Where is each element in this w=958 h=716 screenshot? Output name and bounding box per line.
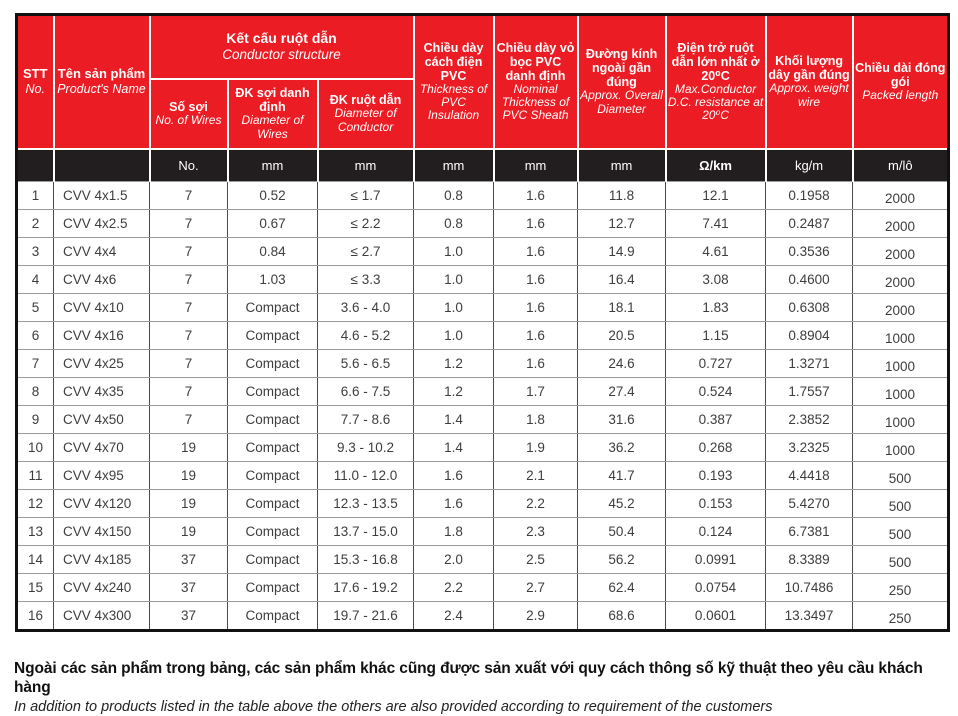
cell-no-of-wires: 7 — [150, 405, 228, 433]
header-conductor-structure — [150, 15, 414, 79]
cell-overall-diameter: 11.8 — [578, 181, 666, 209]
cell-pvc-insulation-thickness: 1.0 — [414, 265, 494, 293]
cell-approx-weight: 1.7557 — [766, 377, 853, 405]
cell-stt: 3 — [17, 237, 54, 265]
header-label-vi: Số sợi — [169, 99, 208, 114]
cell-pvc-insulation-thickness: 1.0 — [414, 293, 494, 321]
footer-note — [14, 659, 954, 716]
cell-product-name: CVV 4x25 — [54, 349, 150, 377]
cell-overall-diameter: 41.7 — [578, 461, 666, 489]
header-label-vi: Chiều dài đóng gói — [855, 61, 946, 90]
cell-packed-length: 1000 — [853, 349, 949, 377]
cell-product-name: CVV 4x6 — [54, 265, 150, 293]
header-pvc-sheath — [494, 15, 578, 149]
cell-approx-weight: 2.3852 — [766, 405, 853, 433]
cell-max-dc-resistance: 0.0754 — [666, 573, 766, 601]
cell-pvc-insulation-thickness: 1.6 — [414, 461, 494, 489]
table-row — [17, 265, 949, 293]
cell-overall-diameter: 36.2 — [578, 433, 666, 461]
cell-product-name: CVV 4x16 — [54, 321, 150, 349]
cell-approx-weight: 8.3389 — [766, 545, 853, 573]
header-label-vi: Chiều dày vỏ bọc PVC danh định — [496, 40, 575, 83]
cell-max-dc-resistance: 1.83 — [666, 293, 766, 321]
cell-overall-diameter: 27.4 — [578, 377, 666, 405]
table-body — [17, 181, 949, 630]
cell-product-name: CVV 4x120 — [54, 489, 150, 517]
cell-stt: 15 — [17, 573, 54, 601]
unit-cell: mm — [228, 149, 318, 182]
cell-pvc-insulation-thickness: 1.4 — [414, 405, 494, 433]
header-label-vi: Đường kính ngoài gần đúng — [585, 47, 658, 90]
cell-approx-weight: 4.4418 — [766, 461, 853, 489]
header-stt — [17, 15, 54, 149]
cell-overall-diameter: 24.6 — [578, 349, 666, 377]
cell-diameter-of-wires: Compact — [228, 433, 318, 461]
cell-product-name: CVV 4x150 — [54, 517, 150, 545]
cell-product-name: CVV 4x185 — [54, 545, 150, 573]
header-packed-length — [853, 15, 949, 149]
cell-diameter-of-conductor: 6.6 - 7.5 — [318, 377, 414, 405]
table-row — [17, 181, 949, 209]
unit-cell: mm — [494, 149, 578, 182]
cell-approx-weight: 0.2487 — [766, 209, 853, 237]
header-label-en: No. — [25, 82, 45, 97]
cell-diameter-of-conductor: 19.7 - 21.6 — [318, 601, 414, 630]
cell-no-of-wires: 37 — [150, 601, 228, 630]
cell-packed-length: 250 — [853, 601, 949, 630]
header-label-en: Nominal Thickness of PVC Sheath — [501, 81, 570, 123]
cell-approx-weight: 1.3271 — [766, 349, 853, 377]
header-label-vi: Kết cấu ruột dẫn — [226, 30, 337, 47]
cell-max-dc-resistance: 0.153 — [666, 489, 766, 517]
cell-pvc-sheath-thickness: 1.9 — [494, 433, 578, 461]
cell-pvc-sheath-thickness: 2.7 — [494, 573, 578, 601]
cell-overall-diameter: 16.4 — [578, 265, 666, 293]
cell-packed-length: 500 — [853, 461, 949, 489]
cell-pvc-sheath-thickness: 2.9 — [494, 601, 578, 630]
cell-product-name: CVV 4x1.5 — [54, 181, 150, 209]
header-pvc-insulation — [414, 15, 494, 149]
cell-max-dc-resistance: 0.268 — [666, 433, 766, 461]
cell-diameter-of-wires: Compact — [228, 489, 318, 517]
unit-cell: mm — [318, 149, 414, 182]
cell-no-of-wires: 7 — [150, 265, 228, 293]
cell-pvc-sheath-thickness: 2.2 — [494, 489, 578, 517]
cell-stt: 13 — [17, 517, 54, 545]
header-label-en: Conductor structure — [222, 47, 341, 63]
cell-overall-diameter: 31.6 — [578, 405, 666, 433]
cell-product-name: CVV 4x70 — [54, 433, 150, 461]
cell-diameter-of-wires: 0.67 — [228, 209, 318, 237]
cell-diameter-of-conductor: ≤ 2.2 — [318, 209, 414, 237]
cell-approx-weight: 13.3497 — [766, 601, 853, 630]
header-label-vi: ĐK sợi danh định — [235, 86, 310, 115]
cell-max-dc-resistance: 0.0601 — [666, 601, 766, 630]
cell-max-dc-resistance: 7.41 — [666, 209, 766, 237]
cell-overall-diameter: 20.5 — [578, 321, 666, 349]
header-label-en: Packed length — [862, 88, 939, 103]
table-row — [17, 517, 949, 545]
cell-diameter-of-wires: Compact — [228, 377, 318, 405]
cell-no-of-wires: 7 — [150, 181, 228, 209]
cell-max-dc-resistance: 0.0991 — [666, 545, 766, 573]
cell-product-name: CVV 4x10 — [54, 293, 150, 321]
header-label-en: Max.Conductor D.C. resistance at 20⁰C — [667, 81, 764, 123]
cell-overall-diameter: 14.9 — [578, 237, 666, 265]
cell-approx-weight: 0.8904 — [766, 321, 853, 349]
cell-pvc-sheath-thickness: 1.6 — [494, 293, 578, 321]
cell-stt: 6 — [17, 321, 54, 349]
table-row — [17, 601, 949, 630]
cell-max-dc-resistance: 0.727 — [666, 349, 766, 377]
cell-pvc-sheath-thickness: 1.6 — [494, 237, 578, 265]
cell-overall-diameter: 45.2 — [578, 489, 666, 517]
cell-max-dc-resistance: 12.1 — [666, 181, 766, 209]
cell-diameter-of-conductor: 15.3 - 16.8 — [318, 545, 414, 573]
table-row — [17, 461, 949, 489]
header-label-vi: Điện trở ruột dẫn lớn nhất ở 20⁰C — [671, 40, 760, 83]
table-header — [17, 15, 949, 182]
header-label-en: Thickness of PVC Insulation — [419, 81, 488, 123]
cell-diameter-of-conductor: ≤ 2.7 — [318, 237, 414, 265]
cell-stt: 16 — [17, 601, 54, 630]
cell-no-of-wires: 7 — [150, 293, 228, 321]
cell-diameter-of-conductor: 9.3 - 10.2 — [318, 433, 414, 461]
cell-product-name: CVV 4x35 — [54, 377, 150, 405]
cell-pvc-sheath-thickness: 1.8 — [494, 405, 578, 433]
cell-no-of-wires: 19 — [150, 489, 228, 517]
cell-approx-weight: 0.4600 — [766, 265, 853, 293]
cell-overall-diameter: 56.2 — [578, 545, 666, 573]
cell-diameter-of-wires: 0.52 — [228, 181, 318, 209]
cell-stt: 12 — [17, 489, 54, 517]
cell-diameter-of-conductor: ≤ 1.7 — [318, 181, 414, 209]
cell-max-dc-resistance: 0.124 — [666, 517, 766, 545]
cell-no-of-wires: 19 — [150, 461, 228, 489]
cell-pvc-insulation-thickness: 1.0 — [414, 321, 494, 349]
header-no-of-wires — [150, 79, 228, 149]
cell-diameter-of-wires: Compact — [228, 405, 318, 433]
cell-no-of-wires: 7 — [150, 349, 228, 377]
header-label-en: No. of Wires — [155, 112, 222, 127]
cell-stt: 10 — [17, 433, 54, 461]
header-label-en: Diameter of Conductor — [334, 106, 397, 134]
table-row — [17, 405, 949, 433]
cell-packed-length: 1000 — [853, 321, 949, 349]
cell-product-name: CVV 4x50 — [54, 405, 150, 433]
header-label-vi: ĐK ruột dẫn — [329, 93, 402, 108]
cell-packed-length: 1000 — [853, 433, 949, 461]
cell-diameter-of-conductor: 3.6 - 4.0 — [318, 293, 414, 321]
cell-approx-weight: 5.4270 — [766, 489, 853, 517]
cell-pvc-sheath-thickness: 1.6 — [494, 321, 578, 349]
cell-pvc-sheath-thickness: 1.6 — [494, 181, 578, 209]
cell-pvc-sheath-thickness: 2.5 — [494, 545, 578, 573]
cell-diameter-of-wires: Compact — [228, 461, 318, 489]
cell-packed-length: 2000 — [853, 181, 949, 209]
cell-pvc-sheath-thickness: 2.3 — [494, 517, 578, 545]
table-row — [17, 349, 949, 377]
cell-approx-weight: 3.2325 — [766, 433, 853, 461]
unit-cell: mm — [414, 149, 494, 182]
cell-diameter-of-wires: Compact — [228, 349, 318, 377]
cell-packed-length: 2000 — [853, 265, 949, 293]
cell-overall-diameter: 12.7 — [578, 209, 666, 237]
table-row — [17, 237, 949, 265]
cell-stt: 14 — [17, 545, 54, 573]
cell-stt: 9 — [17, 405, 54, 433]
cell-no-of-wires: 7 — [150, 321, 228, 349]
cell-stt: 8 — [17, 377, 54, 405]
header-label-vi: Chiều dày cách điện PVC — [423, 40, 484, 83]
cell-no-of-wires: 7 — [150, 209, 228, 237]
cell-stt: 1 — [17, 181, 54, 209]
cell-diameter-of-conductor: 5.6 - 6.5 — [318, 349, 414, 377]
cell-packed-length: 1000 — [853, 405, 949, 433]
header-label-en: Diameter of Wires — [241, 113, 304, 141]
cell-pvc-insulation-thickness: 1.4 — [414, 433, 494, 461]
cell-diameter-of-wires: 1.03 — [228, 265, 318, 293]
header-product-name — [54, 15, 150, 149]
table-row — [17, 545, 949, 573]
cell-diameter-of-wires: Compact — [228, 517, 318, 545]
cell-stt: 11 — [17, 461, 54, 489]
header-dc-resistance — [666, 15, 766, 149]
unit-cell — [54, 149, 150, 182]
cell-approx-weight: 6.7381 — [766, 517, 853, 545]
header-label-en: Product's Name — [57, 82, 146, 97]
cell-packed-length: 500 — [853, 545, 949, 573]
header-overall-diameter — [578, 15, 666, 149]
cell-max-dc-resistance: 4.61 — [666, 237, 766, 265]
header-label-vi: Khối lượng dây gần đúng — [768, 54, 850, 83]
cell-pvc-sheath-thickness: 1.6 — [494, 209, 578, 237]
header-diameter-of-conductor — [318, 79, 414, 149]
unit-cell: No. — [150, 149, 228, 182]
cell-no-of-wires: 37 — [150, 545, 228, 573]
cell-packed-length: 2000 — [853, 209, 949, 237]
cell-diameter-of-wires: Compact — [228, 545, 318, 573]
spec-table — [15, 13, 950, 632]
cell-approx-weight: 0.3536 — [766, 237, 853, 265]
table-row — [17, 489, 949, 517]
cell-diameter-of-wires: Compact — [228, 321, 318, 349]
cell-diameter-of-conductor: ≤ 3.3 — [318, 265, 414, 293]
cell-pvc-insulation-thickness: 2.0 — [414, 545, 494, 573]
cell-max-dc-resistance: 0.524 — [666, 377, 766, 405]
table-row — [17, 293, 949, 321]
cell-no-of-wires: 37 — [150, 573, 228, 601]
cell-packed-length: 2000 — [853, 293, 949, 321]
cell-pvc-insulation-thickness: 0.8 — [414, 181, 494, 209]
header-label-vi: STT — [22, 66, 48, 82]
footer-note-en: In addition to products listed in the table above the others are also provided according to requirement of the customers — [14, 698, 773, 715]
cell-overall-diameter: 62.4 — [578, 573, 666, 601]
cell-packed-length: 500 — [853, 489, 949, 517]
cell-overall-diameter: 68.6 — [578, 601, 666, 630]
cell-pvc-sheath-thickness: 1.6 — [494, 265, 578, 293]
cell-diameter-of-conductor: 4.6 - 5.2 — [318, 321, 414, 349]
cell-no-of-wires: 19 — [150, 433, 228, 461]
cell-pvc-insulation-thickness: 2.4 — [414, 601, 494, 630]
cell-diameter-of-wires: Compact — [228, 573, 318, 601]
table-row — [17, 377, 949, 405]
header-diameter-of-wires — [228, 79, 318, 149]
table-row — [17, 433, 949, 461]
cell-pvc-insulation-thickness: 1.0 — [414, 237, 494, 265]
cell-pvc-insulation-thickness: 0.8 — [414, 209, 494, 237]
cell-diameter-of-conductor: 13.7 - 15.0 — [318, 517, 414, 545]
cell-no-of-wires: 7 — [150, 377, 228, 405]
unit-cell: m/lô — [853, 149, 949, 182]
table-row — [17, 209, 949, 237]
cell-max-dc-resistance: 0.387 — [666, 405, 766, 433]
cell-packed-length: 2000 — [853, 237, 949, 265]
cell-approx-weight: 0.1958 — [766, 181, 853, 209]
cell-product-name: CVV 4x2.5 — [54, 209, 150, 237]
cell-pvc-sheath-thickness: 1.6 — [494, 349, 578, 377]
cell-diameter-of-conductor: 17.6 - 19.2 — [318, 573, 414, 601]
cell-stt: 7 — [17, 349, 54, 377]
cell-pvc-insulation-thickness: 2.2 — [414, 573, 494, 601]
header-label-vi: Tên sản phẩm — [57, 66, 146, 82]
cell-no-of-wires: 19 — [150, 517, 228, 545]
cell-diameter-of-conductor: 11.0 - 12.0 — [318, 461, 414, 489]
cell-diameter-of-wires: 0.84 — [228, 237, 318, 265]
cell-product-name: CVV 4x95 — [54, 461, 150, 489]
cell-overall-diameter: 50.4 — [578, 517, 666, 545]
unit-cell: mm — [578, 149, 666, 182]
cell-diameter-of-wires: Compact — [228, 293, 318, 321]
cell-pvc-insulation-thickness: 1.2 — [414, 349, 494, 377]
unit-cell: kg/m — [766, 149, 853, 182]
cell-packed-length: 1000 — [853, 377, 949, 405]
cell-overall-diameter: 18.1 — [578, 293, 666, 321]
cell-max-dc-resistance: 0.193 — [666, 461, 766, 489]
cell-product-name: CVV 4x240 — [54, 573, 150, 601]
cell-approx-weight: 10.7486 — [766, 573, 853, 601]
cell-stt: 5 — [17, 293, 54, 321]
cell-pvc-insulation-thickness: 1.8 — [414, 517, 494, 545]
cell-pvc-sheath-thickness: 1.7 — [494, 377, 578, 405]
header-label-en: Approx. weight wire — [769, 81, 849, 109]
cell-diameter-of-wires: Compact — [228, 601, 318, 630]
footer-note-vi: Ngoài các sản phẩm trong bảng, các sản phẩm khác cũng được sản xuất với quy cách thông số kỹ thuật theo yêu cầu khách hàng — [14, 660, 923, 697]
cell-product-name: CVV 4x300 — [54, 601, 150, 630]
cell-stt: 2 — [17, 209, 54, 237]
cell-product-name: CVV 4x4 — [54, 237, 150, 265]
cell-max-dc-resistance: 3.08 — [666, 265, 766, 293]
header-approx-weight — [766, 15, 853, 149]
cell-diameter-of-conductor: 12.3 - 13.5 — [318, 489, 414, 517]
cell-pvc-insulation-thickness: 1.2 — [414, 377, 494, 405]
cell-packed-length: 500 — [853, 517, 949, 545]
cell-stt: 4 — [17, 265, 54, 293]
cell-pvc-sheath-thickness: 2.1 — [494, 461, 578, 489]
unit-cell — [17, 149, 54, 182]
units-row — [17, 149, 949, 182]
table-row — [17, 321, 949, 349]
cell-pvc-insulation-thickness: 1.6 — [414, 489, 494, 517]
header-label-en: Approx. Overall Diameter — [580, 88, 663, 116]
cell-diameter-of-conductor: 7.7 - 8.6 — [318, 405, 414, 433]
cell-packed-length: 250 — [853, 573, 949, 601]
cell-no-of-wires: 7 — [150, 237, 228, 265]
table-row — [17, 573, 949, 601]
cell-approx-weight: 0.6308 — [766, 293, 853, 321]
unit-cell: Ω/km — [666, 149, 766, 182]
cell-max-dc-resistance: 1.15 — [666, 321, 766, 349]
